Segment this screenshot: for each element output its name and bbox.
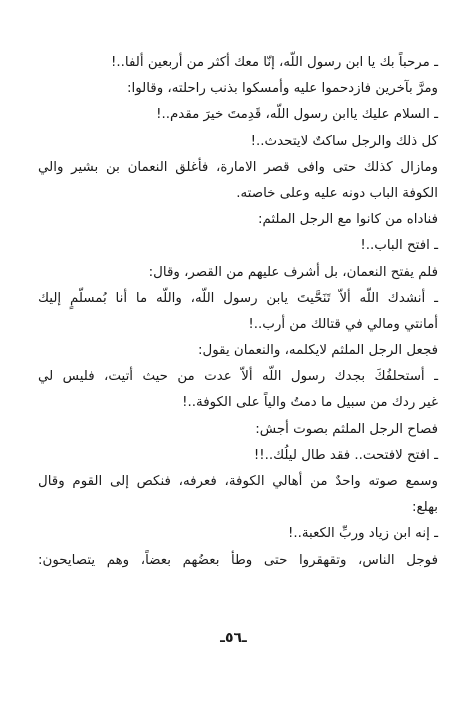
text-line: غير ردك من سبيل ما دمتُ والياً على الكوفة..! bbox=[182, 395, 438, 411]
text-line: فلم يفتح النعمان، بل أشرف عليهم من القصر، وقال: bbox=[148, 264, 438, 280]
text-line: بهلع: bbox=[412, 500, 438, 516]
text-line: ومرَّ بآخرين فازدحموا عليه وأمسكوا بذنب راحلته، وقالوا: bbox=[126, 81, 438, 97]
text-line: ـ أنشدك اللّه ألاّ تَنَحَّيتَ يابن رسول اللّه، واللّه ما أنا بُمسلّمٍ إليك bbox=[38, 290, 438, 306]
text-line: فجعل الرجل الملثم لايكلمه، والنعمان يقول: bbox=[198, 343, 438, 359]
text-line: ومازال كذلك حتى وافى قصر الامارة، فأغلق النعمان بن بشير والي bbox=[38, 159, 438, 175]
text-line: ـ افتح لافتحت.. فقد طال ليلُك..!! bbox=[253, 447, 438, 463]
page-number: ـ٥٦ـ bbox=[220, 630, 247, 646]
text-line: ـ أستحلفُكَ بجدك رسول اللّه ألاّ عدت من حيث أتيت، فليس لي bbox=[38, 369, 438, 385]
book-page-text bbox=[38, 50, 438, 574]
text-line: وسمع صوته واحدٌ من أهالي الكوفة، فعرفه، فنكص إلى القوم وقال bbox=[38, 474, 438, 489]
text-line: ـ إنه ابن زياد وربِّ الكعبة..! bbox=[287, 526, 438, 542]
text-line: الكوفة الباب دونه عليه وعلى خاصته. bbox=[236, 185, 438, 201]
text-line: فناداه من كانوا مع الرجل الملثم: bbox=[257, 212, 438, 228]
text-line: كل ذلك والرجل ساكتٌ لايتحدث..! bbox=[250, 133, 438, 149]
text-line: ـ افتح الباب..! bbox=[360, 238, 438, 254]
text-line: فصاح الرجل الملثم بصوت أجش: bbox=[255, 421, 438, 437]
text-line: أمانتي ومالي في قتالك من أرب..! bbox=[248, 316, 438, 332]
text-line: ـ السلام عليك ياابن رسول اللّه، قَدِمتَ خيرَ مقدم..! bbox=[156, 107, 438, 123]
text-line: فوجل الناس، وتقهقروا حتى وطأ بعضُهم بعضاً، وهم يتصايحون: bbox=[38, 552, 438, 568]
text-line: ـ مرحباً بك يا ابن رسول اللّه، إنّا معك أكثر من أربعين ألفا..! bbox=[111, 55, 438, 70]
